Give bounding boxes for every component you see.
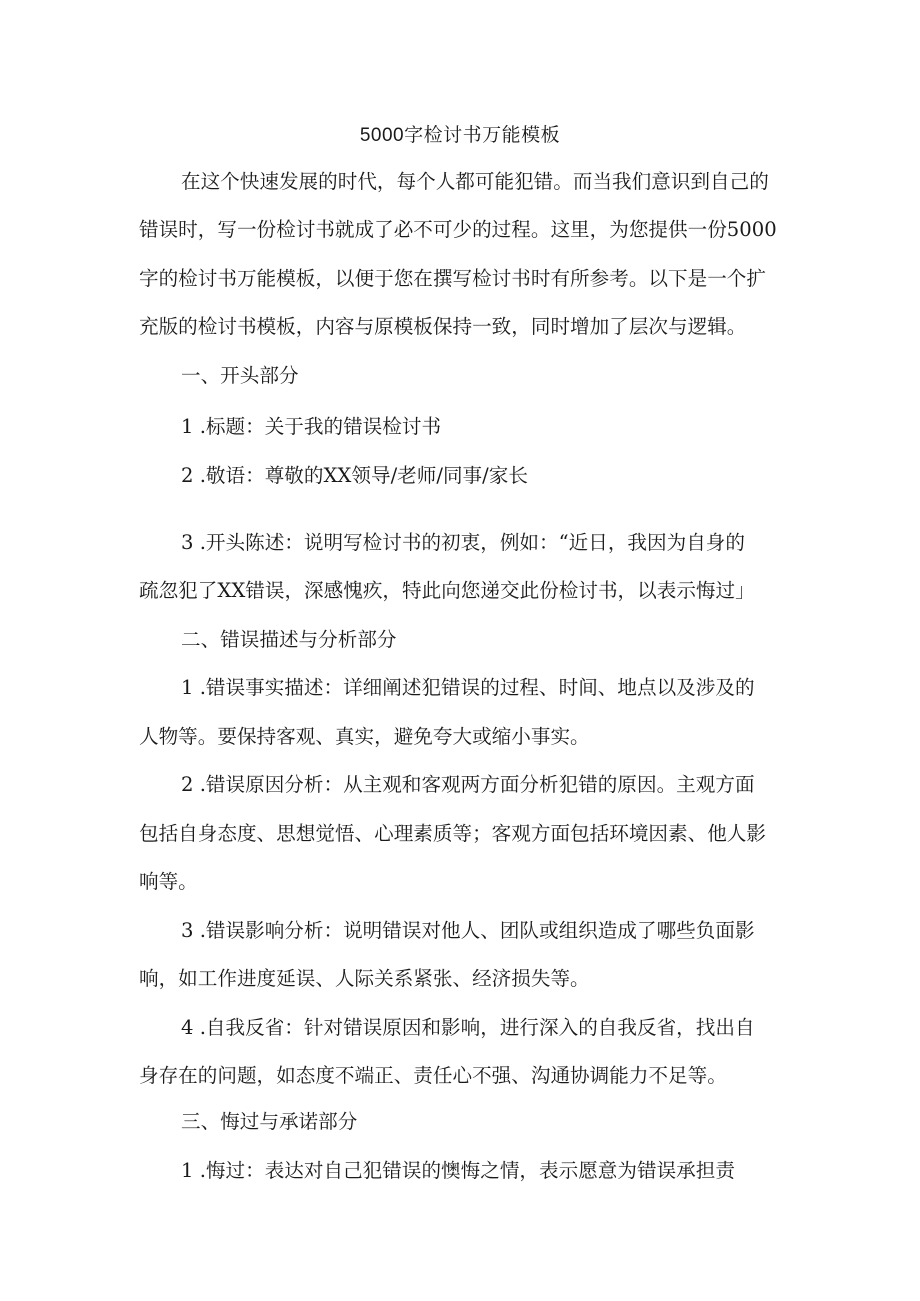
- list-item: 1 .悔过：表达对自己犯错误的懊悔之情，表示愿意为错误承担责: [181, 1159, 735, 1182]
- paragraph-line: 响等。: [139, 870, 198, 893]
- list-item: 3 .开头陈述：说明写检讨书的初衷，例如：“近日，我因为自身的: [181, 531, 745, 554]
- list-item: 1 .标题：关于我的错误检讨书: [181, 415, 442, 438]
- paragraph-line: 字的检讨书万能模板，以便于您在撰写检讨书时有所参考。以下是一个扩: [139, 267, 766, 290]
- paragraph-line: 错误时，写一份检讨书就成了必不可少的过程。这里，为您提供一份5000: [139, 218, 777, 241]
- paragraph-line: 疏忽犯了XX错误，深感愧疚，特此向您递交此份检讨书，以表示悔过」: [139, 579, 755, 602]
- paragraph-line: 人物等。要保持客观、真实，避免夸大或缩小事实。: [139, 725, 590, 748]
- paragraph-line: 身存在的问题，如态度不端正、责任心不强、沟通协调能力不足等。: [139, 1064, 727, 1087]
- paragraph-line: 响，如工作进度延误、人际关系紧张、经济损失等。: [139, 967, 590, 990]
- section-heading: 二、错误描述与分析部分: [181, 628, 397, 651]
- section-heading: 一、开头部分: [181, 364, 299, 387]
- document-title: 5000字检讨书万能模板: [359, 125, 561, 146]
- paragraph-line: 在这个快速发展的时代，每个人都可能犯错。而当我们意识到自己的: [181, 170, 769, 193]
- list-item: 3 .错误影响分析：说明错误对他人、团队或组织造成了哪些负面影: [181, 919, 755, 942]
- paragraph-line: 充版的检讨书模板，内容与原模板保持一致，同时增加了层次与逻辑。: [139, 315, 747, 338]
- list-item: 4 .自我反省：针对错误原因和影响，进行深入的自我反省，找出自: [181, 1016, 755, 1039]
- list-item: 2 .错误原因分析：从主观和客观两方面分析犯错的原因。主观方面: [181, 773, 755, 796]
- section-heading: 三、悔过与承诺部分: [181, 1110, 358, 1133]
- list-item: 2 .敬语：尊敬的XX领导/老师/同事/家长: [181, 464, 528, 487]
- list-item: 1 .错误事实描述：详细阐述犯错误的过程、时间、地点以及涉及的: [181, 676, 755, 699]
- paragraph-line: 包括自身态度、思想觉悟、心理素质等；客观方面包括环境因素、他人影: [139, 822, 766, 845]
